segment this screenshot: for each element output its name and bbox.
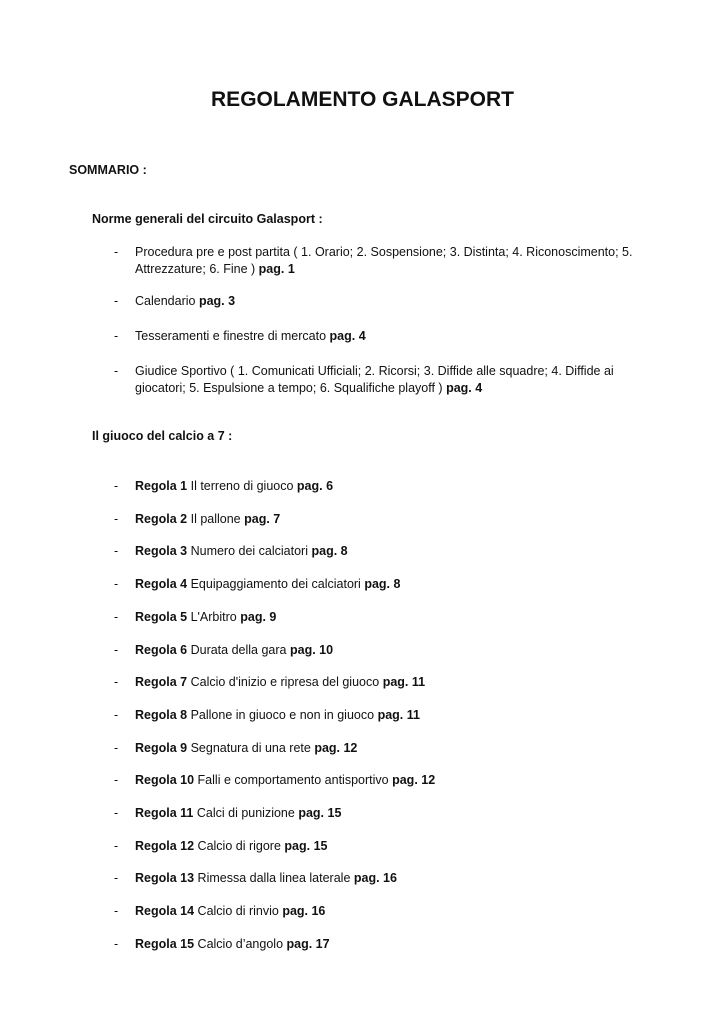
bullet-dash: - [114, 609, 119, 624]
bullet-dash: - [114, 329, 119, 343]
rule-number: Regola 10 [135, 773, 195, 788]
list-item-text [135, 363, 645, 397]
rule-item-text [135, 543, 645, 560]
rule-item-text [135, 870, 645, 887]
section-heading-giuoco: Il giuoco del calcio a 7 : [92, 429, 233, 443]
rule-title: Calci di punizione [196, 806, 295, 820]
bullet-dash: - [114, 294, 119, 308]
rule-number: Regola 5 [135, 609, 188, 624]
rule-number: Regola 7 [135, 675, 188, 690]
rule-title: Calcio di rinvio [197, 904, 279, 919]
rule-item-text [135, 740, 645, 757]
document-title: REGOLAMENTO GALASPORT [211, 88, 514, 111]
bullet-dash: - [114, 871, 119, 886]
rule-number: Regola 6 [135, 642, 188, 657]
rule-number: Regola 14 [135, 904, 195, 919]
rule-title: L'Arbitro [190, 609, 237, 624]
list-item-text [135, 244, 645, 278]
page-ref: pag. 15 [298, 806, 342, 820]
bullet-dash: - [114, 806, 119, 820]
page-ref: pag. 17 [286, 936, 330, 951]
bullet-dash: - [114, 773, 119, 788]
rule-title: Equipaggiamento dei calciatori [190, 577, 361, 592]
item-text-line1: Giudice Sportivo ( 1. Comunicati Ufficiali; 2. Ricorsi; 3. Diffide alle squadre; 4. Diffide ai [135, 364, 614, 378]
bullet-dash: - [114, 479, 119, 493]
item-text-line1: Procedura pre e post partita ( 1. Orario; 2. Sospensione; 3. Distinta; 4. Riconoscimento; 5. [135, 245, 633, 259]
rule-title: Calcio di rigore [197, 838, 281, 853]
rule-number: Regola 1 [135, 479, 188, 493]
list-item-text [135, 293, 645, 310]
sommario-heading: SOMMARIO : [69, 163, 147, 177]
page-ref: pag. 11 [377, 707, 420, 722]
rule-title: Numero dei calciatori [190, 544, 309, 559]
page-ref: pag. 11 [382, 675, 426, 690]
rule-item-text [135, 903, 645, 920]
bullet-dash: - [114, 740, 119, 755]
page-ref: pag. 16 [282, 904, 326, 919]
rule-item-text [135, 576, 645, 593]
page-ref: pag. 10 [289, 642, 334, 657]
rule-number: Regola 13 [135, 871, 195, 886]
rule-title: Falli e comportamento antisportivo [197, 773, 389, 788]
bullet-dash: - [114, 936, 119, 951]
rule-title: Segnatura di una rete [190, 740, 311, 755]
item-text: Tesseramenti e finestre di mercato [135, 329, 327, 343]
page-ref: pag. 12 [314, 740, 358, 755]
page-ref: pag. 15 [284, 838, 328, 853]
item-text-line2: Attrezzature; 6. Fine ) [135, 262, 256, 276]
rule-title: Rimessa dalla linea laterale [197, 871, 351, 886]
rule-item-text [135, 642, 645, 659]
rule-item-text [135, 674, 645, 691]
rule-title: Pallone in giuoco e non in giuoco [190, 707, 375, 722]
section-heading-norme: Norme generali del circuito Galasport : [92, 212, 323, 226]
rule-number: Regola 15 [135, 936, 195, 951]
item-text: Calendario [135, 294, 196, 308]
page-ref: pag. 6 [296, 479, 334, 493]
item-text-line2: giocatori; 5. Espulsione a tempo; 6. Squalifiche playoff ) [135, 381, 443, 395]
rule-number: Regola 12 [135, 838, 195, 853]
bullet-dash: - [114, 707, 119, 722]
page-ref: pag. 1 [258, 262, 295, 276]
rule-number: Regola 9 [135, 740, 188, 755]
page-ref: pag. 8 [311, 544, 348, 559]
bullet-dash: - [114, 245, 119, 259]
rule-number: Regola 2 [135, 511, 188, 526]
list-item-text [135, 328, 645, 345]
page-ref: pag. 3 [198, 294, 236, 308]
page-ref: pag. 8 [364, 577, 401, 592]
page-ref: pag. 7 [244, 511, 281, 526]
bullet-dash: - [114, 675, 119, 690]
rule-title: Calcio d’angolo [197, 936, 284, 951]
rule-number: Regola 11 [135, 806, 194, 820]
rule-item-text [135, 478, 645, 495]
page-ref: pag. 12 [392, 773, 436, 788]
bullet-dash: - [114, 544, 119, 559]
rule-item-text [135, 772, 645, 789]
rule-number: Regola 3 [135, 544, 188, 559]
rule-item-text [135, 511, 645, 528]
rule-title: Il terreno di giuoco [190, 479, 294, 493]
page-ref: pag. 4 [446, 381, 483, 395]
bullet-dash: - [114, 642, 119, 657]
bullet-dash: - [114, 838, 119, 853]
rule-item-text [135, 609, 645, 626]
rule-item-text [135, 838, 645, 855]
page-ref: pag. 16 [353, 871, 397, 886]
rule-title: Durata della gara [190, 642, 287, 657]
rule-item-text [135, 936, 645, 953]
page-ref: pag. 4 [329, 329, 366, 343]
page-ref: pag. 9 [240, 609, 277, 624]
rule-number: Regola 4 [135, 577, 188, 592]
rule-title: Calcio d'inizio e ripresa del giuoco [190, 675, 380, 690]
bullet-dash: - [114, 577, 119, 592]
bullet-dash: - [114, 511, 119, 526]
bullet-dash: - [114, 904, 119, 919]
rule-number: Regola 8 [135, 707, 188, 722]
bullet-dash: - [114, 364, 119, 378]
rule-title: Il pallone [190, 511, 241, 526]
rule-item-text [135, 707, 645, 724]
rule-item-text [135, 805, 645, 822]
